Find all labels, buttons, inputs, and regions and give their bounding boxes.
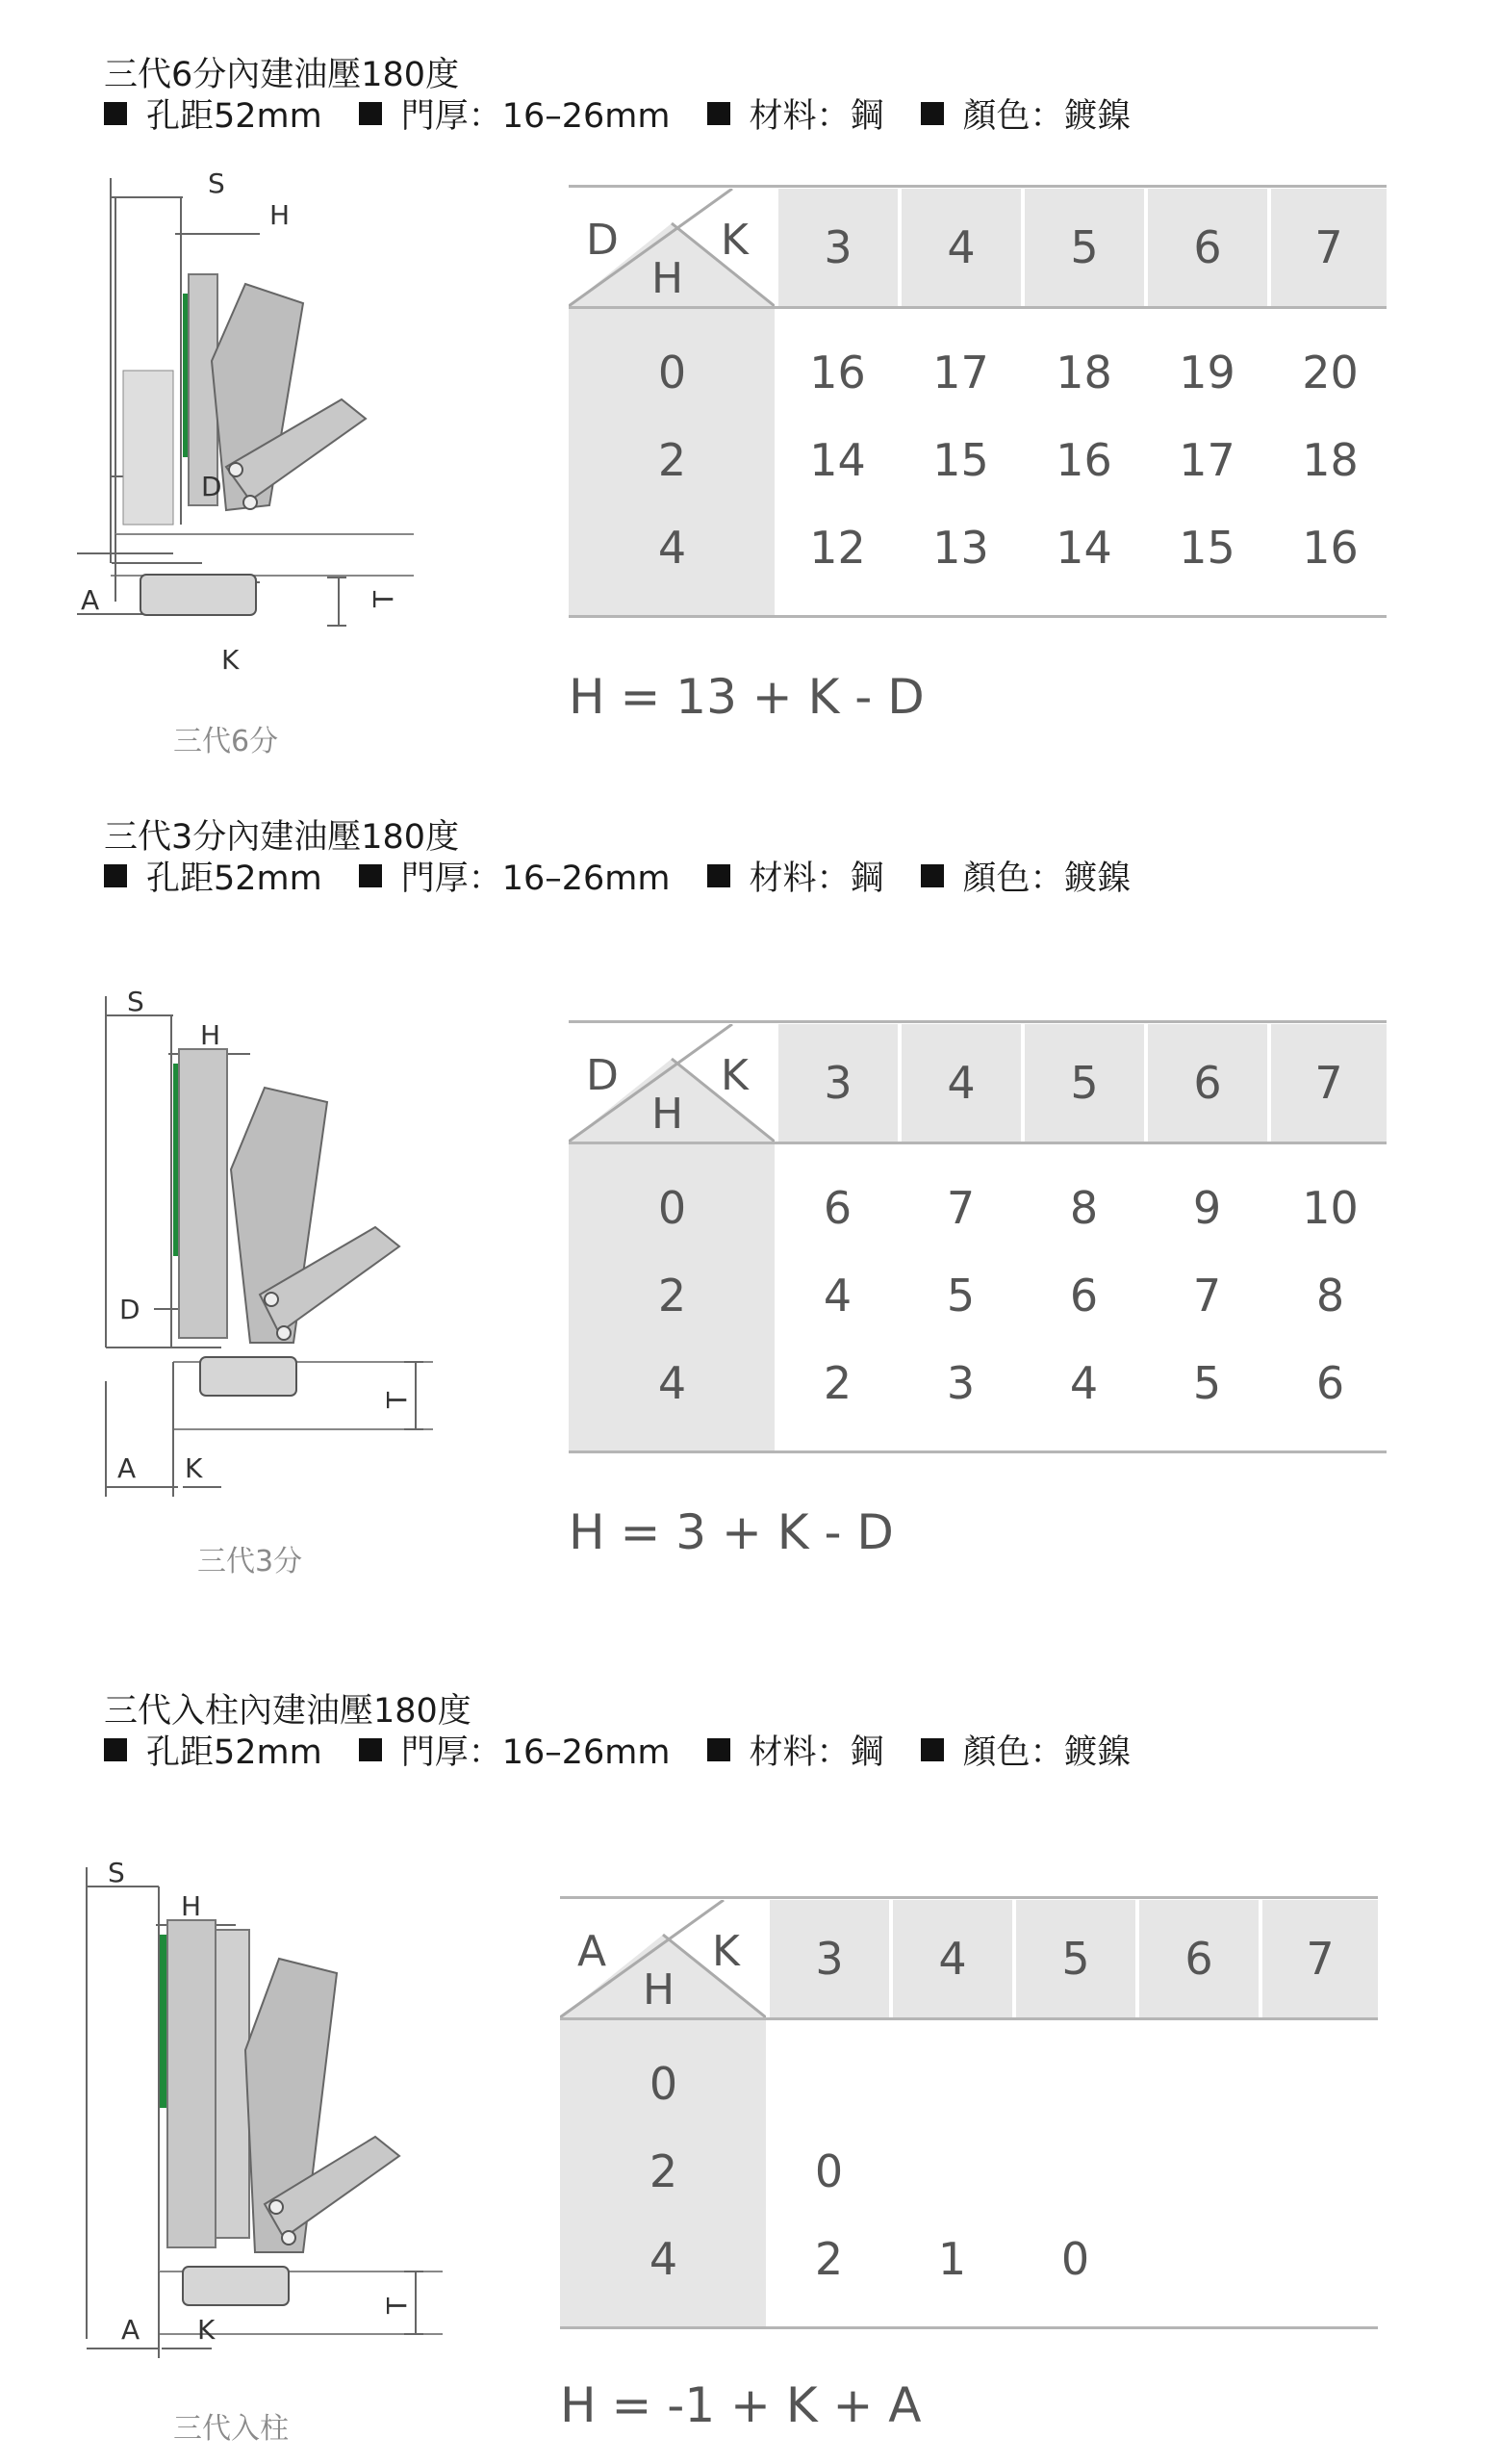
dim-label-s: S (127, 986, 144, 1017)
spec-item: 材料：鋼 (707, 90, 921, 138)
svg-text:K: K (712, 1927, 740, 1976)
spec-item: 孔距52mm (104, 1726, 359, 1774)
square-bullet-icon (707, 102, 730, 125)
table-cell: 12 (809, 522, 866, 574)
table-cell: 14 (1056, 522, 1112, 574)
column-header: 4 (902, 1024, 1021, 1142)
square-bullet-icon (707, 864, 730, 887)
column-header: 5 (1025, 189, 1144, 306)
table-cell: 8 (1069, 1182, 1099, 1234)
row-header: 2 (657, 434, 687, 486)
dim-label-t: T (381, 2297, 413, 2314)
table-cell: 4 (1069, 1357, 1099, 1409)
table-cell: 16 (809, 346, 866, 398)
column-header: 7 (1271, 1024, 1387, 1142)
table-cell: 16 (1302, 522, 1359, 574)
spec-list (104, 852, 1168, 900)
table-cell: 2 (823, 1357, 853, 1409)
dim-label-a: A (117, 1452, 137, 1484)
square-bullet-icon (921, 864, 944, 887)
dim-label-d: D (119, 1294, 140, 1325)
spec-item: 孔距52mm (104, 852, 359, 900)
square-bullet-icon (104, 1738, 127, 1761)
table-cell: 6 (1315, 1357, 1345, 1409)
table-cell: 17 (1179, 434, 1235, 486)
square-bullet-icon (359, 1738, 382, 1761)
table-cell: 1 (937, 2233, 967, 2285)
spec-item: 材料：鋼 (707, 852, 921, 900)
dim-label-t: T (368, 590, 399, 607)
table-corner-header (569, 1024, 775, 1142)
hinge-section-3 (0, 1636, 1502, 2464)
square-bullet-icon (104, 102, 127, 125)
dim-label-k: K (185, 1452, 203, 1484)
dim-label-d: D (201, 471, 222, 502)
table-cell: 7 (1192, 1270, 1222, 1322)
dim-label-s: S (208, 167, 225, 199)
table-cell: 6 (1069, 1270, 1099, 1322)
spec-item: 門厚：16–26mm (359, 852, 707, 900)
svg-text:D: D (586, 216, 619, 265)
row-header: 4 (657, 522, 687, 574)
table-cell: 16 (1056, 434, 1112, 486)
diagram-caption: 三代3分 (197, 1545, 303, 1578)
svg-text:K: K (721, 216, 749, 265)
square-bullet-icon (359, 864, 382, 887)
table-cell: 19 (1179, 346, 1235, 398)
spec-item: 顏色：鍍鎳 (921, 1726, 1168, 1774)
table-cell: 4 (823, 1270, 853, 1322)
table-cell: 2 (814, 2233, 844, 2285)
column-header: 5 (1016, 1900, 1135, 2017)
square-bullet-icon (921, 102, 944, 125)
dim-label-h: H (200, 1019, 221, 1051)
svg-text:A: A (577, 1927, 607, 1976)
dim-label-a: A (81, 584, 100, 616)
dim-label-k: K (197, 2314, 216, 2346)
green-mounting-plate (160, 1935, 167, 2108)
dim-label-a: A (121, 2314, 140, 2346)
hinge-section-2 (0, 760, 1502, 1607)
section-title: 三代入柱內建油壓180度 (104, 1692, 471, 1731)
row-header: 4 (657, 1357, 687, 1409)
column-header: 6 (1148, 189, 1267, 306)
dim-label-t: T (381, 1391, 413, 1408)
dimension-table (569, 1020, 1387, 1463)
column-header: 6 (1139, 1900, 1259, 2017)
square-bullet-icon (104, 864, 127, 887)
section-title: 三代3分內建油壓180度 (104, 818, 460, 857)
square-bullet-icon (921, 1738, 944, 1761)
row-header: 0 (649, 2058, 678, 2110)
hinge-cup (140, 575, 256, 615)
section-title: 三代6分內建油壓180度 (104, 56, 460, 94)
square-bullet-icon (359, 102, 382, 125)
hinge-diagram (87, 977, 452, 1526)
table-cell: 0 (1060, 2233, 1090, 2285)
spec-item: 門厚：16–26mm (359, 1726, 707, 1774)
row-header: 2 (649, 2145, 678, 2197)
table-cell: 17 (932, 346, 989, 398)
hinge-diagram (77, 1848, 462, 2397)
formula: H = -1 + K + A (560, 2377, 922, 2433)
table-corner-header (560, 1900, 766, 2017)
spec-item: 門厚：16–26mm (359, 90, 707, 138)
table-cell: 9 (1192, 1182, 1222, 1234)
dim-label-k: K (221, 644, 240, 676)
spec-item: 顏色：鍍鎳 (921, 852, 1168, 900)
dim-label-h: H (269, 199, 291, 231)
table-cell: 8 (1315, 1270, 1345, 1322)
row-header: 0 (657, 1182, 687, 1234)
row-header: 0 (657, 346, 687, 398)
table-cell: 20 (1302, 346, 1359, 398)
dim-label-s: S (108, 1857, 125, 1888)
diagram-caption: 三代入柱 (173, 2412, 289, 2446)
table-cell: 15 (932, 434, 989, 486)
hinge-cup (200, 1357, 296, 1396)
column-header: 3 (778, 1024, 898, 1142)
column-header: 4 (902, 189, 1021, 306)
svg-text:K: K (721, 1051, 749, 1100)
formula: H = 3 + K - D (569, 1504, 894, 1560)
table-cell: 10 (1302, 1182, 1359, 1234)
diagram-caption: 三代6分 (173, 725, 279, 758)
table-cell: 18 (1302, 434, 1359, 486)
row-header: 2 (657, 1270, 687, 1322)
hinge-diagram (67, 159, 414, 707)
table-cell: 13 (932, 522, 989, 574)
column-header: 5 (1025, 1024, 1144, 1142)
svg-text:H: H (651, 254, 684, 303)
formula: H = 13 + K - D (569, 669, 925, 725)
hinge-section-1 (0, 0, 1502, 789)
dim-label-h: H (181, 1890, 202, 1922)
table-cell: 14 (809, 434, 866, 486)
spec-item: 材料：鋼 (707, 1726, 921, 1774)
table-cell: 6 (823, 1182, 853, 1234)
column-header: 3 (778, 189, 898, 306)
svg-text:H: H (651, 1090, 684, 1139)
hinge-cup (183, 2267, 289, 2305)
square-bullet-icon (707, 1738, 730, 1761)
spec-item: 孔距52mm (104, 90, 359, 138)
svg-text:D: D (586, 1051, 619, 1100)
table-cell: 5 (946, 1270, 976, 1322)
column-header: 3 (770, 1900, 889, 2017)
table-cell: 5 (1192, 1357, 1222, 1409)
svg-text:H: H (643, 1965, 675, 2015)
spec-item: 顏色：鍍鎳 (921, 90, 1168, 138)
table-cell: 18 (1056, 346, 1112, 398)
column-header: 6 (1148, 1024, 1267, 1142)
hinge-plate (123, 371, 173, 525)
column-header: 7 (1271, 189, 1387, 306)
table-cell: 3 (946, 1357, 976, 1409)
dimension-table (560, 1896, 1378, 2339)
dimension-table (569, 185, 1387, 628)
table-cell: 0 (814, 2145, 844, 2197)
column-header: 4 (893, 1900, 1012, 2017)
spec-list (104, 1726, 1168, 1774)
spec-list (104, 90, 1168, 138)
table-corner-header (569, 189, 775, 306)
column-header: 7 (1262, 1900, 1378, 2017)
table-cell: 7 (946, 1182, 976, 1234)
table-cell: 15 (1179, 522, 1235, 574)
row-header: 4 (649, 2233, 678, 2285)
